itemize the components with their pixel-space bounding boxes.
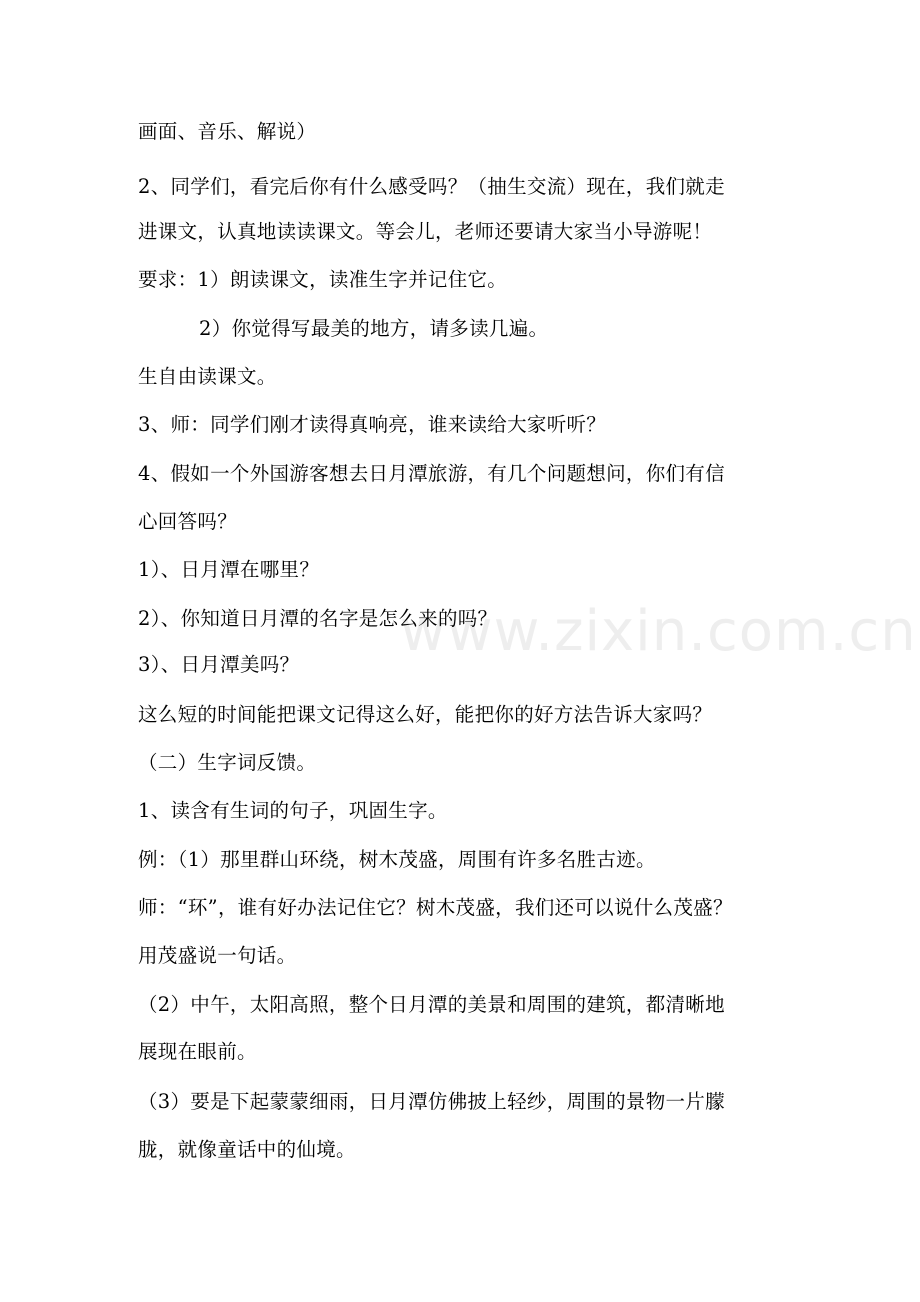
text-line: 展现在眼前。 [138, 1040, 257, 1063]
text-line: （二）生字词反馈。 [138, 751, 317, 774]
watermark: www.zixin.com.cn [400, 599, 917, 664]
text-line: 4、假如一个外国游客想去日月潭旅游，有几个问题想问，你们有信 [138, 462, 725, 485]
text-line: 这么短的时间能把课文记得这么好，能把你的好方法告诉大家吗？ [138, 703, 713, 726]
text-line: 2）、你知道日月潭的名字是怎么来的吗？ [138, 607, 498, 630]
text-line: 生自由读课文。 [138, 365, 277, 388]
text-line: 师：“环”，谁有好办法记住它？树木茂盛，我们还可以说什么茂盛？ [138, 896, 733, 919]
text-line: 1、读含有生词的句子，巩固生字。 [138, 799, 448, 822]
text-line: 进课文，认真地读读课文。等会儿，老师还要请大家当小导游呢！ [138, 220, 713, 243]
text-line: 用茂盛说一句话。 [138, 944, 297, 967]
text-line: 心回答吗？ [138, 510, 238, 533]
text-line: 要求：1）朗读课文，读准生字并记住它。 [138, 268, 508, 291]
text-line: 胧，就像童话中的仙境。 [138, 1138, 356, 1161]
text-line: 3）、日月潭美吗？ [138, 653, 300, 676]
text-line: 3、师：同学们刚才读得真响亮，谁来读给大家听听？ [138, 413, 607, 436]
text-line: 例：（1）那里群山环绕，树木茂盛，周围有许多名胜古迹。 [138, 848, 656, 871]
text-line: 画面、音乐、解说） [138, 120, 317, 143]
text-line: 2、同学们，看完后你有什么感受吗？（抽生交流）现在，我们就走 [138, 175, 725, 198]
text-line: 2）你觉得写最美的地方，请多读几遍。 [199, 317, 549, 340]
text-line: 1）、日月潭在哪里？ [138, 558, 320, 581]
text-line: （2）中午，太阳高照，整个日月潭的美景和周围的建筑，都清晰地 [138, 993, 725, 1016]
text-line: （3）要是下起蒙蒙细雨，日月潭仿佛披上轻纱，周围的景物一片朦 [138, 1090, 725, 1113]
